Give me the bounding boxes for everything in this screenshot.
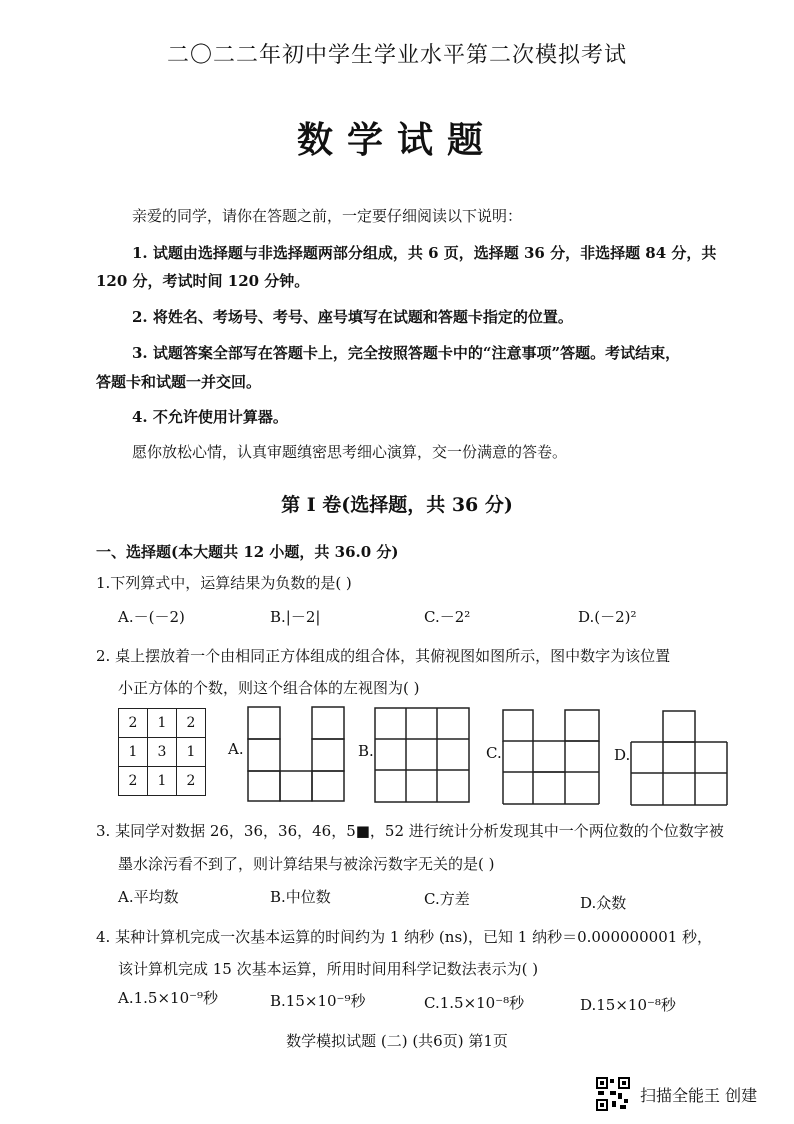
q2-option-d-label: D. — [614, 746, 631, 764]
q4-option-d: D.15×10⁻⁸秒 — [580, 996, 676, 1014]
page-footer: 数学模拟试题 (二) (共6页) 第1页 — [286, 1032, 508, 1050]
q2-option-a-figure — [245, 704, 351, 804]
q1-option-b: B.|－2| — [270, 608, 321, 626]
grid-cell: 3 — [148, 738, 177, 767]
q2-top-view-grid — [118, 708, 206, 796]
q2-stem-line2: 小正方体的个数，则这个组合体的左视图为( ) — [118, 679, 420, 697]
instruction-item3-line2: 答题卡和试题一并交回。 — [96, 373, 262, 391]
part-title: 一、选择题(本大题共 12 小题，共 36.0 分) — [96, 543, 399, 561]
grid-cell: 1 — [119, 738, 148, 767]
q4-stem-line2: 该计算机完成 15 次基本运算，所用时间用科学记数法表示为( ) — [118, 960, 539, 978]
q1-stem: 1.下列算式中，运算结果为负数的是( ) — [96, 574, 352, 592]
instruction-item1-line2: 120 分，考试时间 120 分钟。 — [96, 272, 310, 290]
instruction-wish: 愿你放松心情，认真审题缜密思考细心演算，交一份满意的答卷。 — [132, 443, 568, 461]
grid-cell: 1 — [148, 709, 177, 738]
q2-option-b-label: B. — [358, 742, 374, 760]
grid-cell: 1 — [177, 738, 206, 767]
q3-option-c: C.方差 — [424, 890, 470, 908]
q4-option-b: B.15×10⁻⁹秒 — [270, 992, 366, 1010]
instruction-item1-line1: 1. 试题由选择题与非选择题两部分组成，共 6 页，选择题 36 分，非选择题 84 分，共 — [132, 244, 717, 262]
q2-option-a-label: A. — [228, 740, 244, 758]
section-title: 第 I 卷(选择题，共 36 分) — [281, 494, 513, 516]
q2-option-c-figure — [500, 707, 604, 807]
subject-title: 数学试题 — [296, 119, 497, 161]
q2-option-d-figure — [628, 708, 732, 808]
q3-stem-line1: 3. 某同学对数据 26，36，36，46，5■，52 进行统计分析发现其中一个两位数的个位数字被 — [96, 822, 724, 840]
qr-code-icon — [596, 1077, 630, 1111]
q2-stem-line1: 2. 桌上摆放着一个由相同正方体组成的组合体，其俯视图如图所示，图中数字为该位置 — [96, 647, 671, 665]
q2-option-c-label: C. — [486, 744, 502, 762]
q4-option-a: A.1.5×10⁻⁹秒 — [118, 989, 219, 1007]
q3-stem-line2: 墨水涂污看不到了，则计算结果与被涂污数字无关的是( ) — [118, 855, 495, 873]
exam-title: 二〇二二年初中学生学业水平第二次模拟考试 — [166, 43, 627, 68]
scanner-brand-text: 扫描全能王 创建 — [640, 1086, 758, 1105]
q1-option-d: D.(－2)² — [578, 608, 637, 626]
instruction-item3-line1: 3. 试题答案全部写在答题卡上，完全按照答题卡中的“注意事项”答题。考试结束， — [132, 344, 681, 362]
q3-option-a: A.平均数 — [118, 888, 179, 906]
grid-cell: 2 — [177, 767, 206, 796]
q1-option-a: A.－(－2) — [118, 608, 185, 626]
q2-option-b-figure — [372, 705, 472, 805]
q4-stem-line1: 4. 某种计算机完成一次基本运算的时间约为 1 纳秒 (ns)，已知 1 纳秒＝0.000000001 秒， — [96, 928, 713, 946]
q3-option-b: B.中位数 — [270, 888, 331, 906]
q3-option-d: D.众数 — [580, 894, 627, 912]
grid-cell: 2 — [119, 767, 148, 796]
grid-cell: 2 — [119, 709, 148, 738]
q4-option-c: C.1.5×10⁻⁸秒 — [424, 994, 525, 1012]
instruction-item2: 2. 将姓名、考场号、考号、座号填写在试题和答题卡指定的位置。 — [132, 308, 573, 326]
instruction-greeting: 亲爱的同学，请你在答题之前，一定要仔细阅读以下说明： — [132, 207, 523, 225]
grid-cell: 1 — [148, 767, 177, 796]
grid-cell: 2 — [177, 709, 206, 738]
instruction-item4: 4. 不允许使用计算器。 — [132, 408, 288, 426]
q1-option-c: C.－2² — [424, 608, 471, 626]
